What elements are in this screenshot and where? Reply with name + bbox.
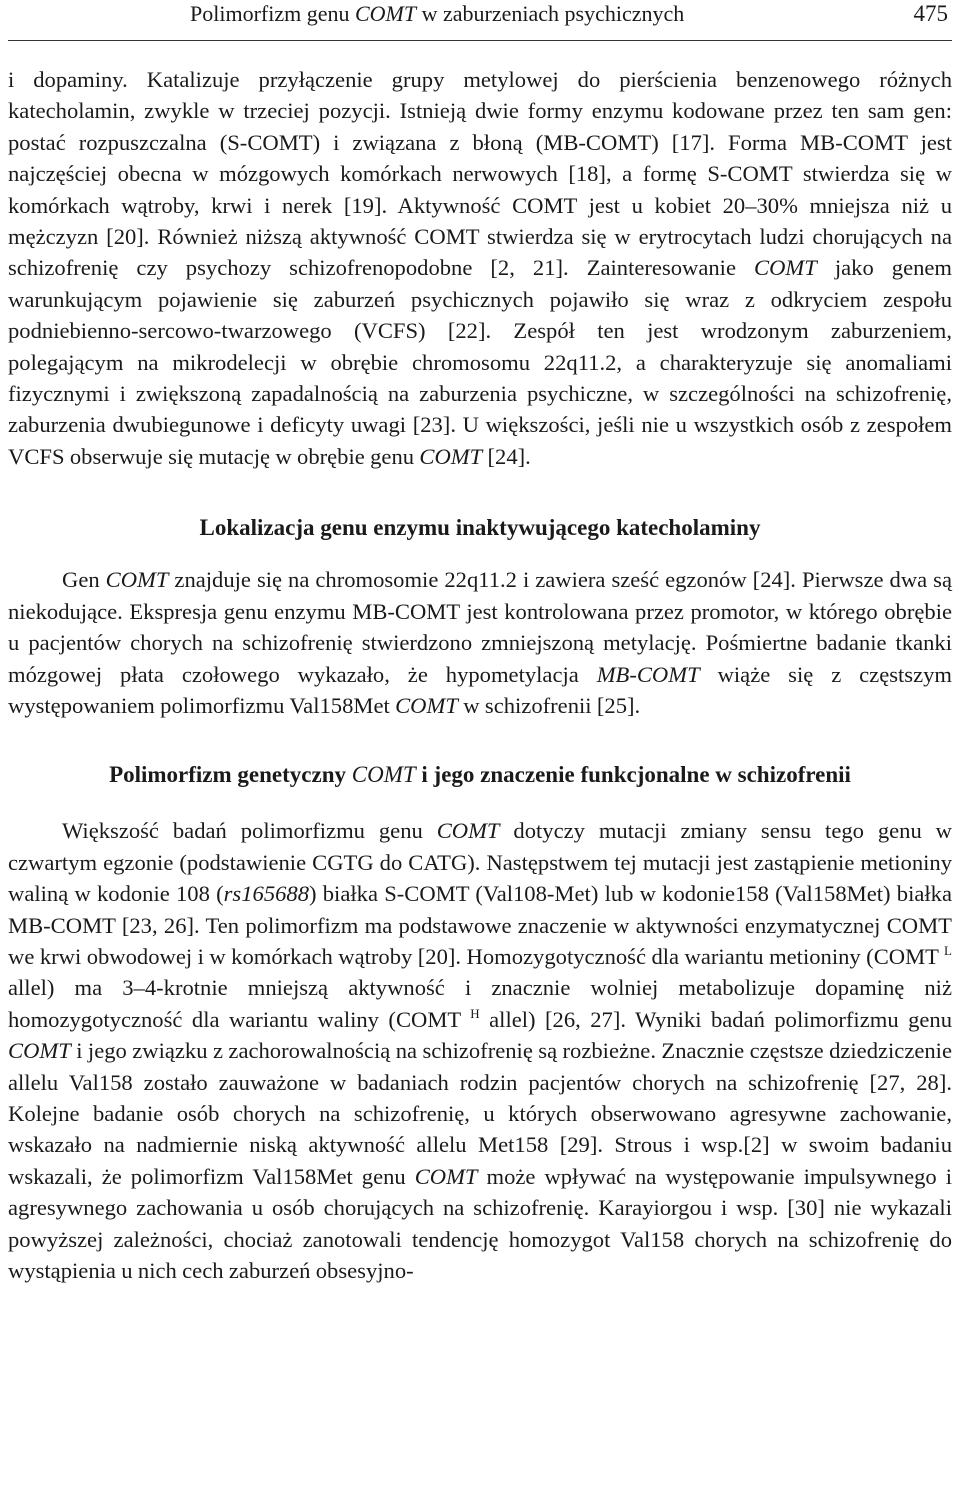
article-body — [8, 64, 952, 1286]
running-title-text: Polimorfizm genu — [190, 1, 355, 26]
gene-name: COMT — [414, 1163, 478, 1189]
running-title-gene: COMT — [354, 1, 417, 26]
running-title — [190, 0, 684, 28]
page-number: 475 — [913, 1, 948, 26]
gene-name: COMT — [105, 567, 169, 593]
gene-name: MB-COMT — [596, 661, 700, 687]
gene-name: COMT — [436, 818, 500, 844]
gene-name: COMT — [8, 1038, 71, 1064]
gene-name: COMT — [754, 255, 817, 281]
allele-superscript: H — [470, 1005, 480, 1021]
running-title-text: w zaburzeniach psychicznych — [416, 1, 685, 26]
section-heading-localization: Lokalizacja genu enzymu inaktywującego katecholaminy — [199, 515, 761, 541]
paragraph-gene-localization: Gen COMT znajduje się na chromosomie 22q11.2 i zawiera sześć egzonów [24]. Pierwsze dwa są niekodujące. Ekspresja genu enzymu MB-COMT jest kontrolowana przez promotor, w którego obrębie u pacjentów chorych na schizofrenię stwierdzono zmniejszoną metylację. Pośmiertne badanie tkanki mózgowej płata czołowego wykazało, że hypometylacja MB-COMT wiąże się z częstszym występowaniem polimorfizmu Val158Met COMT w schizofrenii [25]. — [8, 567, 952, 718]
section-heading-polymorphism: Polimorfizm genetyczny COMT i jego znaczenie funkcjonalne w schizofrenii — [109, 762, 851, 788]
gene-name: COMT — [351, 762, 416, 788]
paragraph-polymorphism: Większość badań polimorfizmu genu COMT dotyczy mutacji zmiany sensu tego genu w czwartym egzonie (podstawienie CGTG do CATG). Następstwem tej mutacji jest zastąpienie metioniny waliną w kodonie 108 (rs165688) białka S-COMT (Val108-Met) lub w kodonie158 (Val158Met) białka MB-COMT [23, 26]. Ten polimorfizm ma podstawowe znaczenie w aktywności enzymatycznej COMT we krwi obwodowej i w komórkach wątroby [20]. Homozygotyczność dla wariantu metioniny (COMT $^L$ allel) ma 3–4-krotnie mniejszą aktywność i znacznie wolniej metabolizuje dopaminę niż homozygotyczność dla wariantu waliny (COMT $^H$ allel) [26, 27]. Wyniki badań polimorfizmu genu COMT i jego związku z zachorowalnością na schizofrenię są rozbieżne. Znacznie częstsze dziedziczenie allelu Val158 zostało zauważone w badaniach rodzin pacjentów chorych na schizofrenię [27, 28]. Kolejne badanie osób chorych na schizofrenię, u których obserwowano agresywne zachowanie, wskazało na nadmiernie niską aktywność allelu Met158 [29]. Strous i wsp.[2] w swoim badaniu wskazali, że polimorfizm Val158Met genu COMT może wpływać na występowanie impulsywnego i agresywnego zachowania u osób chorujących na schizofrenię. Karayiorgou i wsp. [30] nie wykazali powyższej zależności, chociaż zanotowali tendencję homozygot Val158 chorych na schizofrenię do wystąpienia u nich cech zaburzeń obsesyjno- — [8, 818, 953, 1283]
running-header — [8, 0, 952, 41]
snp-id: rs165688 — [223, 881, 310, 907]
allele-superscript: L — [944, 942, 952, 958]
gene-name: COMT — [395, 692, 458, 718]
gene-name: COMT — [419, 443, 483, 469]
paragraph-comt-forms: i dopaminy. Katalizuje przyłączenie grupy metylowej do pierścienia benzenowego różnych katecholamin, zwykle w trzeciej pozycji. Istnieją dwie formy enzymu kodowane przez ten sam gen: postać rozpuszczalna (S-COMT) i związana z błoną (MB-COMT) [17]. Forma MB-COMT jest najczęściej obecna w mózgowych komórkach nerwowych [18], a formę S-COMT stwierdza się w komórkach wątroby, krwi i nerek [19]. Aktywność COMT jest u kobiet 20–30% mniejsza niż u mężczyzn [20]. Również niższą aktywność COMT stwierdza się w erytrocytach ludzi chorujących na schizofrenię czy psychozy schizofrenopodobne [2, 21]. Zainteresowanie COMT jako genem warunkującym pojawienie się zaburzeń psychicznych pojawiło się wraz z odkryciem zespołu podniebienno-sercowo-twarzowego (VCFS) [22]. Zespół ten jest wrodzonym zaburzeniem, polegającym na mikrodelecji w obrębie chromosomu 22q11.2, a charakteryzuje się anomaliami fizycznymi i zwiększoną zapadalnością na zaburzenia psychiczne, w szczególności na schizofrenię, zaburzenia dwubiegunowe i deficyty uwagi [23]. U większości, jeśli nie u wszystkich osób z zespołem VCFS obserwuje się mutację w obrębie genu COMT [24]. — [8, 67, 952, 469]
